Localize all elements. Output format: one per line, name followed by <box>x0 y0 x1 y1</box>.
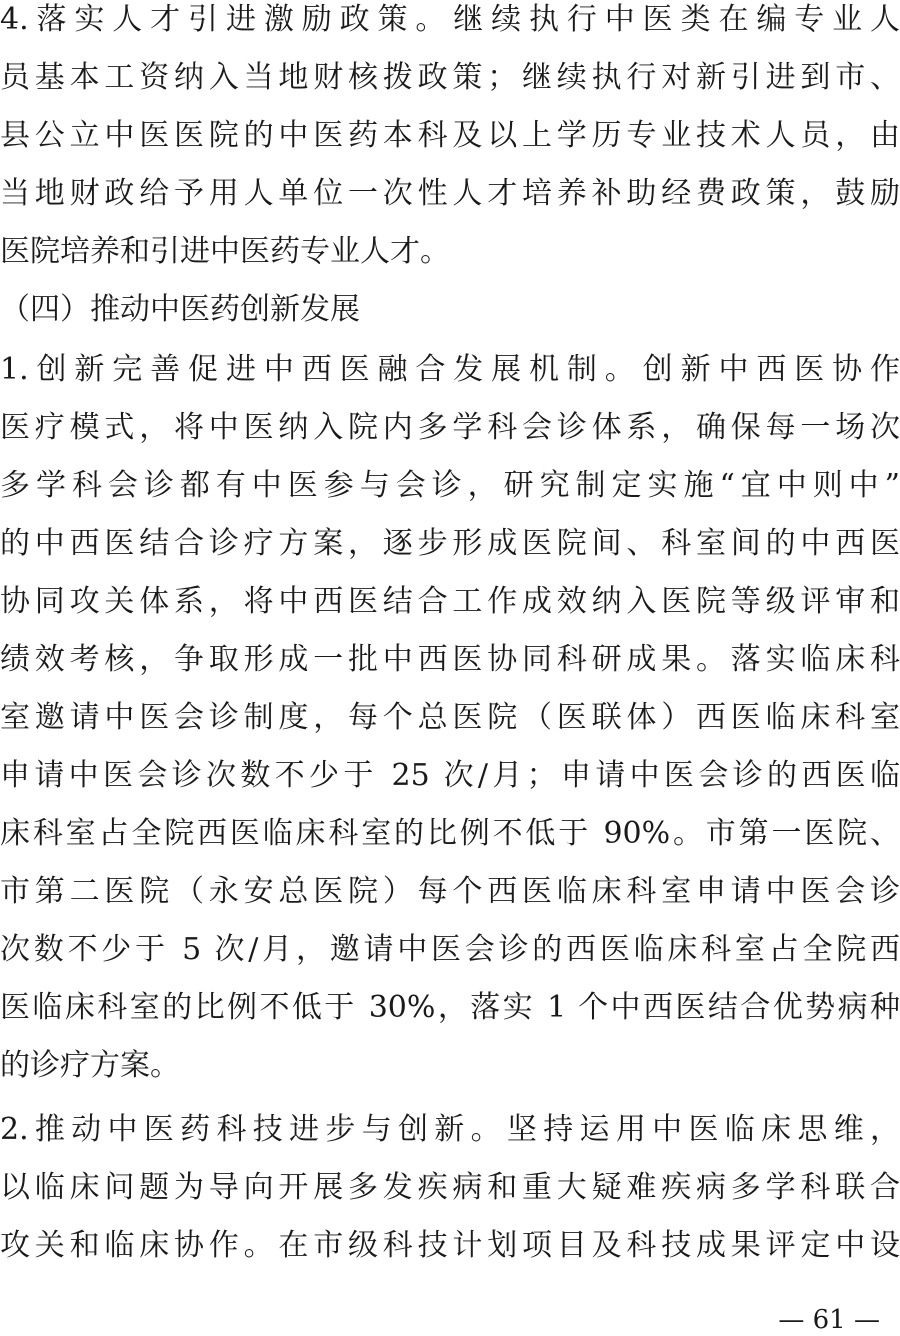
text-line: 攻关和临床协作。在市级科技计划项目及科技成果评定中设 <box>0 1228 900 1263</box>
text-line: 1.创新完善促进中西医融合发展机制。创新中西医协作 <box>0 352 900 387</box>
text-line: 市第二医院（永安总医院）每个西医临床科室申请中医会诊 <box>0 874 900 909</box>
text-line: 申请中医会诊次数不少于 25 次/月；申请中医会诊的西医临 <box>0 758 900 793</box>
text-line: 县公立中医医院的中医药本科及以上学历专业技术人员，由 <box>0 118 900 153</box>
text-line: 的中西医结合诊疗方案，逐步形成医院间、科室间的中西医 <box>0 526 900 561</box>
text-line: 多学科会诊都有中医参与会诊，研究制定实施“宜中则中” <box>0 468 900 503</box>
text-line: 的诊疗方案。 <box>0 1048 180 1083</box>
page-number: — 61 — <box>778 1305 880 1335</box>
section-heading: （四）推动中医药创新发展 <box>0 292 360 327</box>
text-line: 次数不少于 5 次/月，邀请中医会诊的西医临床科室占全院西 <box>0 932 900 967</box>
text-line: 以临床问题为导向开展多发疾病和重大疑难疾病多学科联合 <box>0 1170 900 1205</box>
text-line: 当地财政给予用人单位一次性人才培养补助经费政策，鼓励 <box>0 176 900 211</box>
text-line: 员基本工资纳入当地财核拨政策；继续执行对新引进到市、 <box>0 60 900 95</box>
text-line: 医院培养和引进中医药专业人才。 <box>0 234 450 269</box>
text-line: 绩效考核，争取形成一批中西医协同科研成果。落实临床科 <box>0 642 900 677</box>
text-line: 医疗模式，将中医纳入院内多学科会诊体系，确保每一场次 <box>0 410 900 445</box>
text-line: 协同攻关体系，将中西医结合工作成效纳入医院等级评审和 <box>0 584 900 619</box>
text-line: 2.推动中医药科技进步与创新。坚持运用中医临床思维， <box>0 1112 900 1147</box>
text-line: 4.落实人才引进激励政策。继续执行中医类在编专业人 <box>0 2 900 37</box>
text-line: 医临床科室的比例不低于 30%，落实 1 个中西医结合优势病种 <box>0 990 900 1025</box>
text-line: 室邀请中医会诊制度，每个总医院（医联体）西医临床科室 <box>0 700 900 735</box>
text-line: 床科室占全院西医临床科室的比例不低于 90%。市第一医院、 <box>0 816 900 851</box>
